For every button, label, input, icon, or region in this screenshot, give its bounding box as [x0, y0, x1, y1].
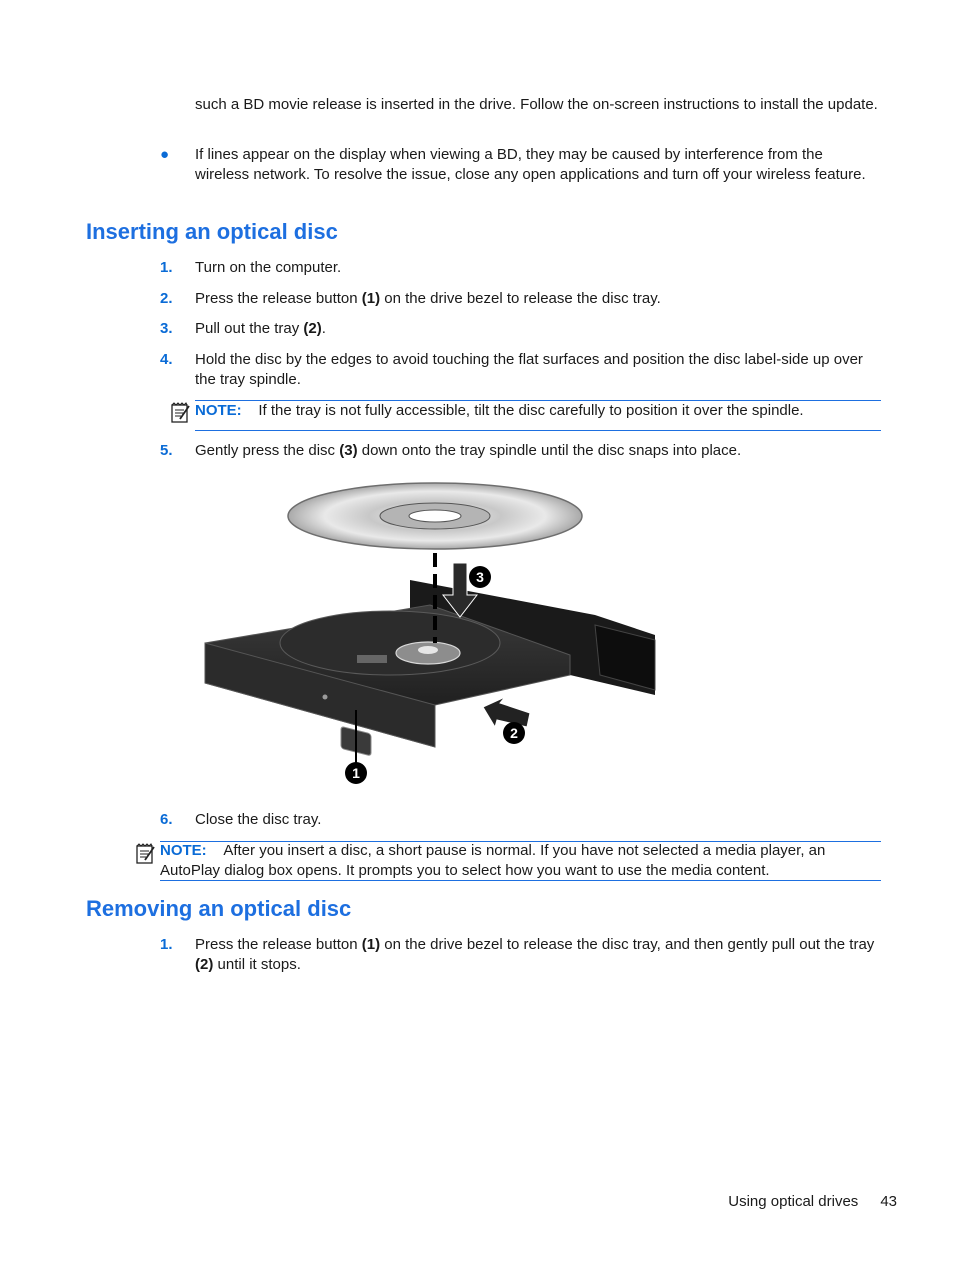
footer-section: Using optical drives: [728, 1193, 859, 1210]
spindle-hub: [418, 646, 438, 654]
tray-lens: [357, 655, 387, 663]
step-number: 4.: [160, 351, 173, 368]
note-rule-bottom: [195, 430, 881, 431]
section-title-inserting: Inserting an optical disc: [86, 219, 338, 244]
page-footer: [728, 1192, 897, 1212]
indicator-light: [323, 695, 328, 700]
step-number: 2.: [160, 290, 173, 307]
callout-3: [469, 566, 491, 588]
step-number: 3.: [160, 320, 173, 337]
step-text: Close the disc tray.: [195, 811, 322, 828]
svg-text:2: 2: [510, 725, 518, 741]
svg-text:1: 1: [352, 765, 360, 781]
optical-drive-illustration: [195, 475, 675, 795]
step-number: 5.: [160, 442, 173, 459]
bullet-dot: ●: [160, 146, 170, 163]
disc-graphic: [288, 483, 582, 549]
note-icon: [135, 843, 157, 865]
section-title-removing: Removing an optical disc: [86, 896, 352, 921]
note-rule-bottom: [160, 880, 881, 881]
pull-arrow: [483, 697, 530, 727]
intro-bullet-text: If lines appear on the display when viewing a BD, they may be caused by interference from the wireless network. To resolve the issue, close any open applications and turn off your wireless feature.: [195, 146, 866, 183]
callout-2: [503, 722, 525, 744]
step-text: Hold the disc by the edges to avoid touching the flat surfaces and position the disc label-side up over the tray spindle.: [195, 351, 863, 388]
step-number: 1.: [160, 936, 173, 953]
step-text: Press the release button (1) on the drive bezel to release the disc tray.: [195, 290, 661, 307]
svg-text:3: 3: [476, 569, 484, 585]
step-text: Pull out the tray (2).: [195, 320, 326, 337]
step-text: Press the release button (1) on the drive bezel to release the disc tray, and then gently pull out the tray (2) until it stops.: [195, 936, 875, 973]
callout-1: [345, 762, 367, 784]
step-text: Gently press the disc (3) down onto the tray spindle until the disc snaps into place.: [195, 442, 742, 459]
step-number: 1.: [160, 259, 173, 276]
tray-well: [280, 611, 500, 675]
note-1: NOTE: If the tray is not fully accessible, tilt the disc carefully to position it over the spindle.: [195, 402, 804, 419]
intro-continuation: such a BD movie release is inserted in the drive. Follow the on-screen instructions to install the update.: [195, 96, 878, 113]
step-number: 6.: [160, 811, 173, 828]
note-icon: [170, 402, 192, 424]
note-2: NOTE: After you insert a disc, a short pause is normal. If you have not selected a media player, an AutoPlay dialog box opens. It prompts you to select how you want to use the media content.: [160, 842, 826, 879]
page-number: 43: [880, 1193, 897, 1210]
step-text: Turn on the computer.: [195, 259, 342, 276]
